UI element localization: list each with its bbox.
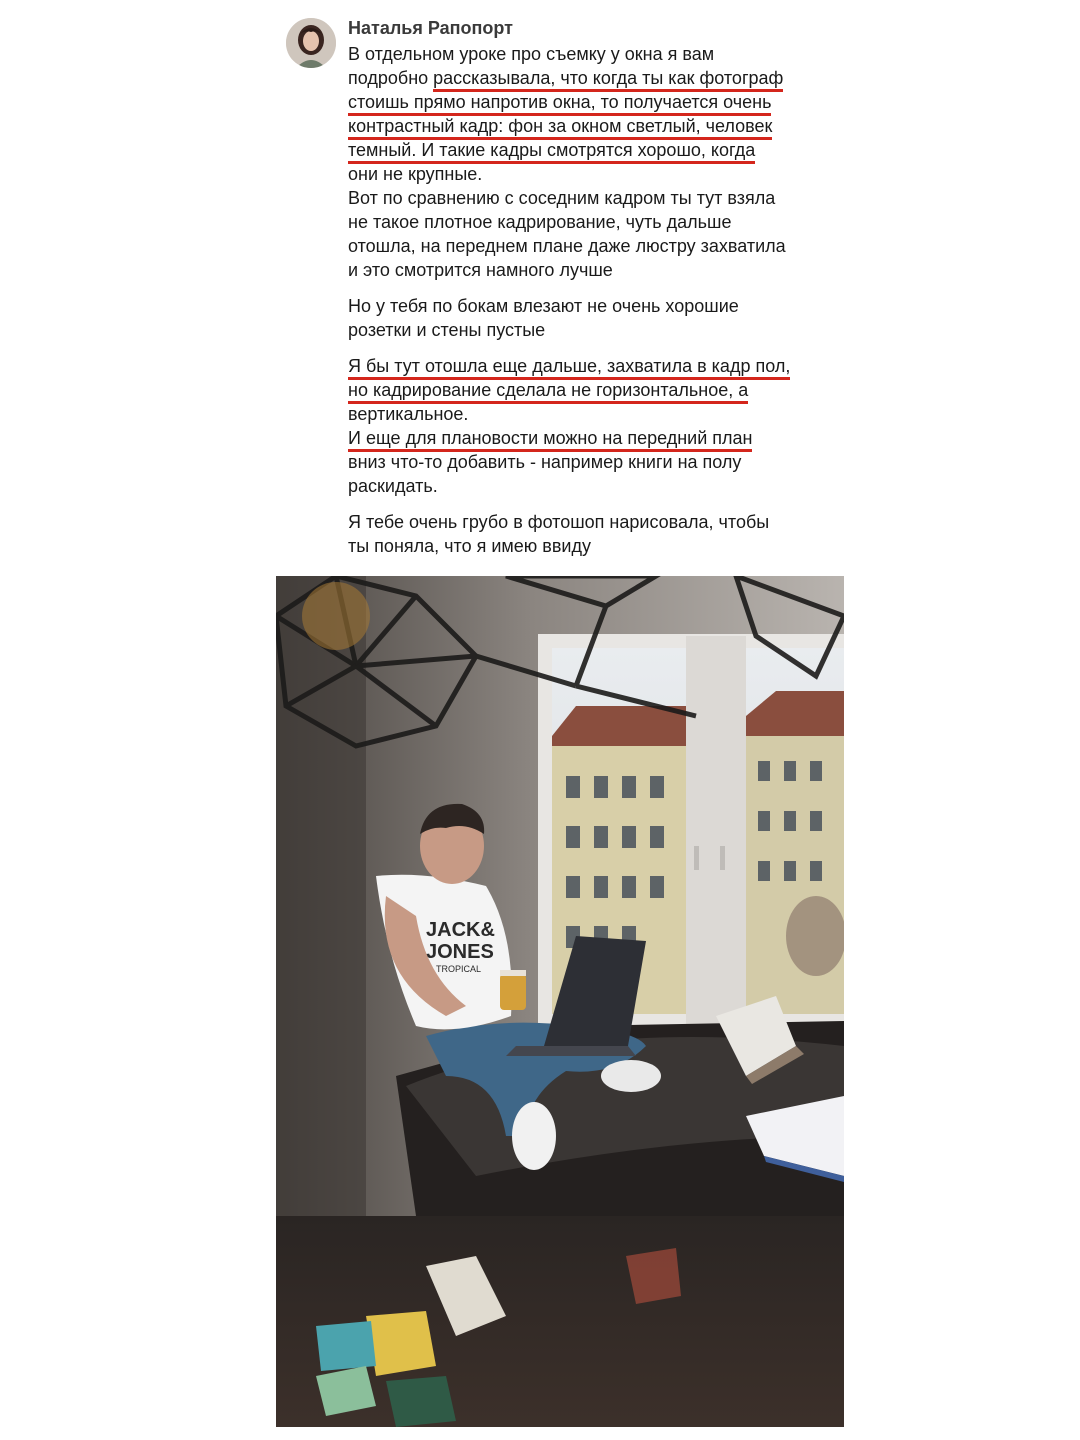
comment-line: ты поняла, что я имею ввиду	[348, 536, 591, 556]
comment-line: они не крупные.	[348, 164, 483, 184]
comment-line	[348, 66, 848, 90]
comment-line: розетки и стены пустые	[348, 320, 546, 340]
comment-line-underlined: темный. И такие кадры смотрятся хорошо, когда	[348, 138, 848, 162]
comment-line-underlined: стоишь прямо напротив окна, то получается очень	[348, 90, 848, 114]
comment-line: В отдельном уроке про съемку у окна я вам	[348, 44, 715, 64]
comment-line: отошла, на переднем плане даже люстру захватила	[348, 236, 786, 256]
attached-photo[interactable]	[276, 576, 844, 1427]
shirt-print-line2: JONES	[426, 941, 494, 963]
comment-text	[348, 42, 848, 558]
comment-line: не такое плотное кадрирование, чуть дальше	[348, 212, 732, 232]
comment-line-underlined: рассказывала, что когда ты как фотограф	[433, 68, 783, 92]
comment-line-underlined: И еще для плановости можно на передний план	[348, 426, 848, 450]
shirt-print-line3: TROPICAL	[436, 964, 482, 974]
comment-line: раскидать.	[348, 476, 438, 496]
comment-line-part: подробно	[348, 68, 434, 88]
comment-line-underlined: контрастный кадр: фон за окном светлый, человек	[348, 114, 848, 138]
comment-line-underlined: но кадрирование сделала не горизонтальное, а	[348, 378, 848, 402]
comment-line-underlined: Я бы тут отошла еще дальше, захватила в кадр пол,	[348, 354, 848, 378]
shirt-print-line1: JACK&	[426, 919, 495, 941]
author-name[interactable]: Наталья Рапопорт	[348, 18, 513, 38]
comment-line: и это смотрится намного лучше	[348, 260, 613, 280]
comment-line: вниз что-то добавить - например книги на полу	[348, 452, 742, 472]
author-avatar[interactable]	[286, 18, 336, 68]
comment-line: Но у тебя по бокам влезают не очень хорошие	[348, 296, 739, 316]
comment-line: Я тебе очень грубо в фотошоп нарисовала, чтобы	[348, 512, 770, 532]
comment-line: вертикальное.	[348, 404, 469, 424]
comment-line: Вот по сравнению с соседним кадром ты тут взяла	[348, 188, 776, 208]
